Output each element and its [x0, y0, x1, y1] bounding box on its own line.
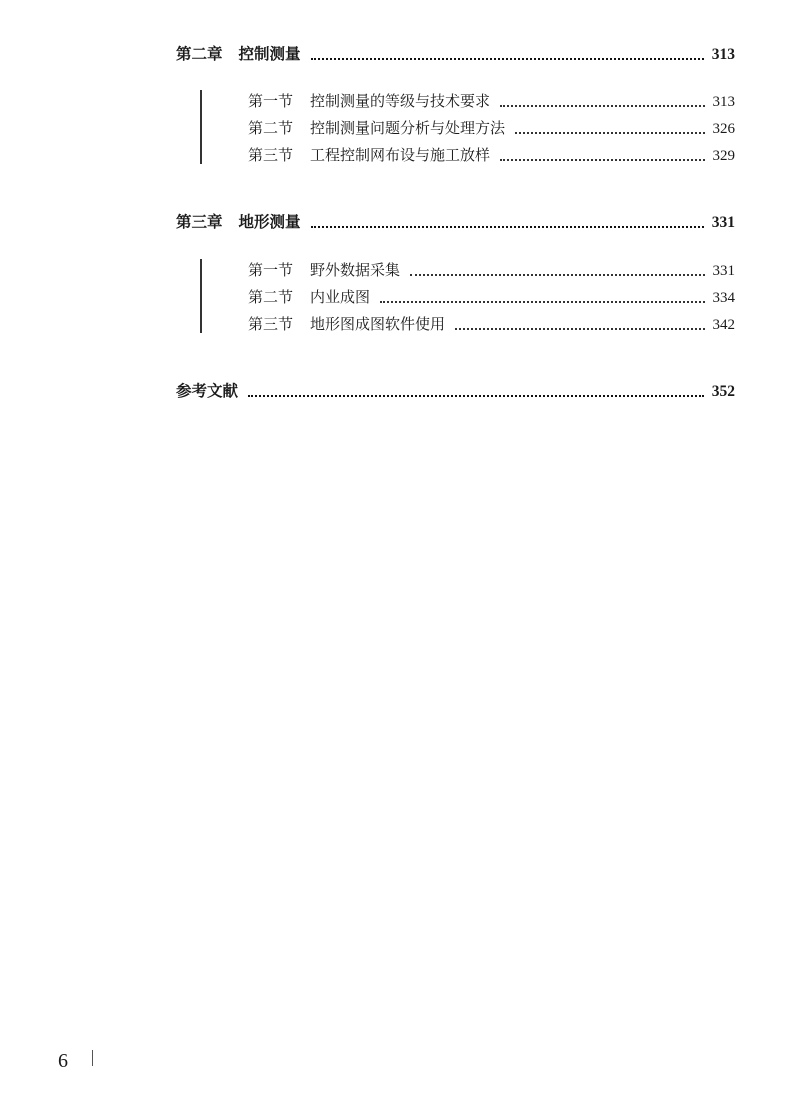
section-page-number: 329 [712, 148, 735, 164]
section-number: 第二节 [248, 119, 294, 137]
section-number: 第一节 [248, 261, 294, 279]
toc-section-3-1[interactable] [248, 259, 735, 280]
chapter-page-number: 313 [711, 46, 735, 63]
section-number: 第三节 [248, 315, 294, 333]
dot-leader [410, 274, 704, 276]
toc-chapter-2[interactable] [176, 42, 735, 64]
section-page-number: 313 [712, 94, 735, 110]
section-page-number: 342 [712, 317, 735, 333]
dot-leader [500, 159, 704, 161]
folio-page-number: 6 [58, 1050, 68, 1072]
toc-section-2-1[interactable] [248, 90, 735, 111]
toc-section-3-2[interactable] [248, 286, 735, 307]
chapter-number: 第三章 [176, 212, 223, 231]
section-title: 控制测量的等级与技术要求 [310, 92, 491, 110]
toc-chapter-3[interactable] [176, 210, 735, 232]
chapter-title: 地形测量 [238, 212, 301, 231]
dot-leader [515, 132, 704, 134]
dot-leader [500, 105, 704, 107]
section-page-number: 334 [712, 290, 735, 306]
section-number: 第三节 [248, 146, 294, 164]
section-group-bar [200, 90, 202, 164]
section-number: 第一节 [248, 92, 294, 110]
section-number: 第二节 [248, 288, 294, 306]
section-title: 地形图成图软件使用 [310, 315, 446, 333]
dot-leader [311, 58, 704, 60]
section-title: 内业成图 [310, 288, 371, 306]
chapter-page-number: 331 [711, 214, 735, 231]
dot-leader [455, 328, 704, 330]
section-title: 野外数据采集 [310, 261, 401, 279]
folio-divider [92, 1050, 93, 1066]
dot-leader [248, 395, 704, 397]
toc-references[interactable] [176, 379, 735, 401]
references-page-number: 352 [711, 383, 735, 400]
section-page-number: 331 [712, 263, 735, 279]
toc-section-2-3[interactable] [248, 144, 735, 165]
chapter-title: 控制测量 [238, 44, 301, 63]
toc-section-3-3[interactable] [248, 313, 735, 334]
section-page-number: 326 [712, 121, 735, 137]
section-title: 工程控制网布设与施工放样 [310, 146, 491, 164]
chapter-number: 第二章 [176, 44, 223, 63]
toc-section-2-2[interactable] [248, 117, 735, 138]
section-title: 控制测量问题分析与处理方法 [310, 119, 506, 137]
dot-leader [380, 301, 704, 303]
references-title: 参考文献 [176, 381, 239, 400]
dot-leader [311, 226, 704, 228]
section-group-bar [200, 259, 202, 333]
